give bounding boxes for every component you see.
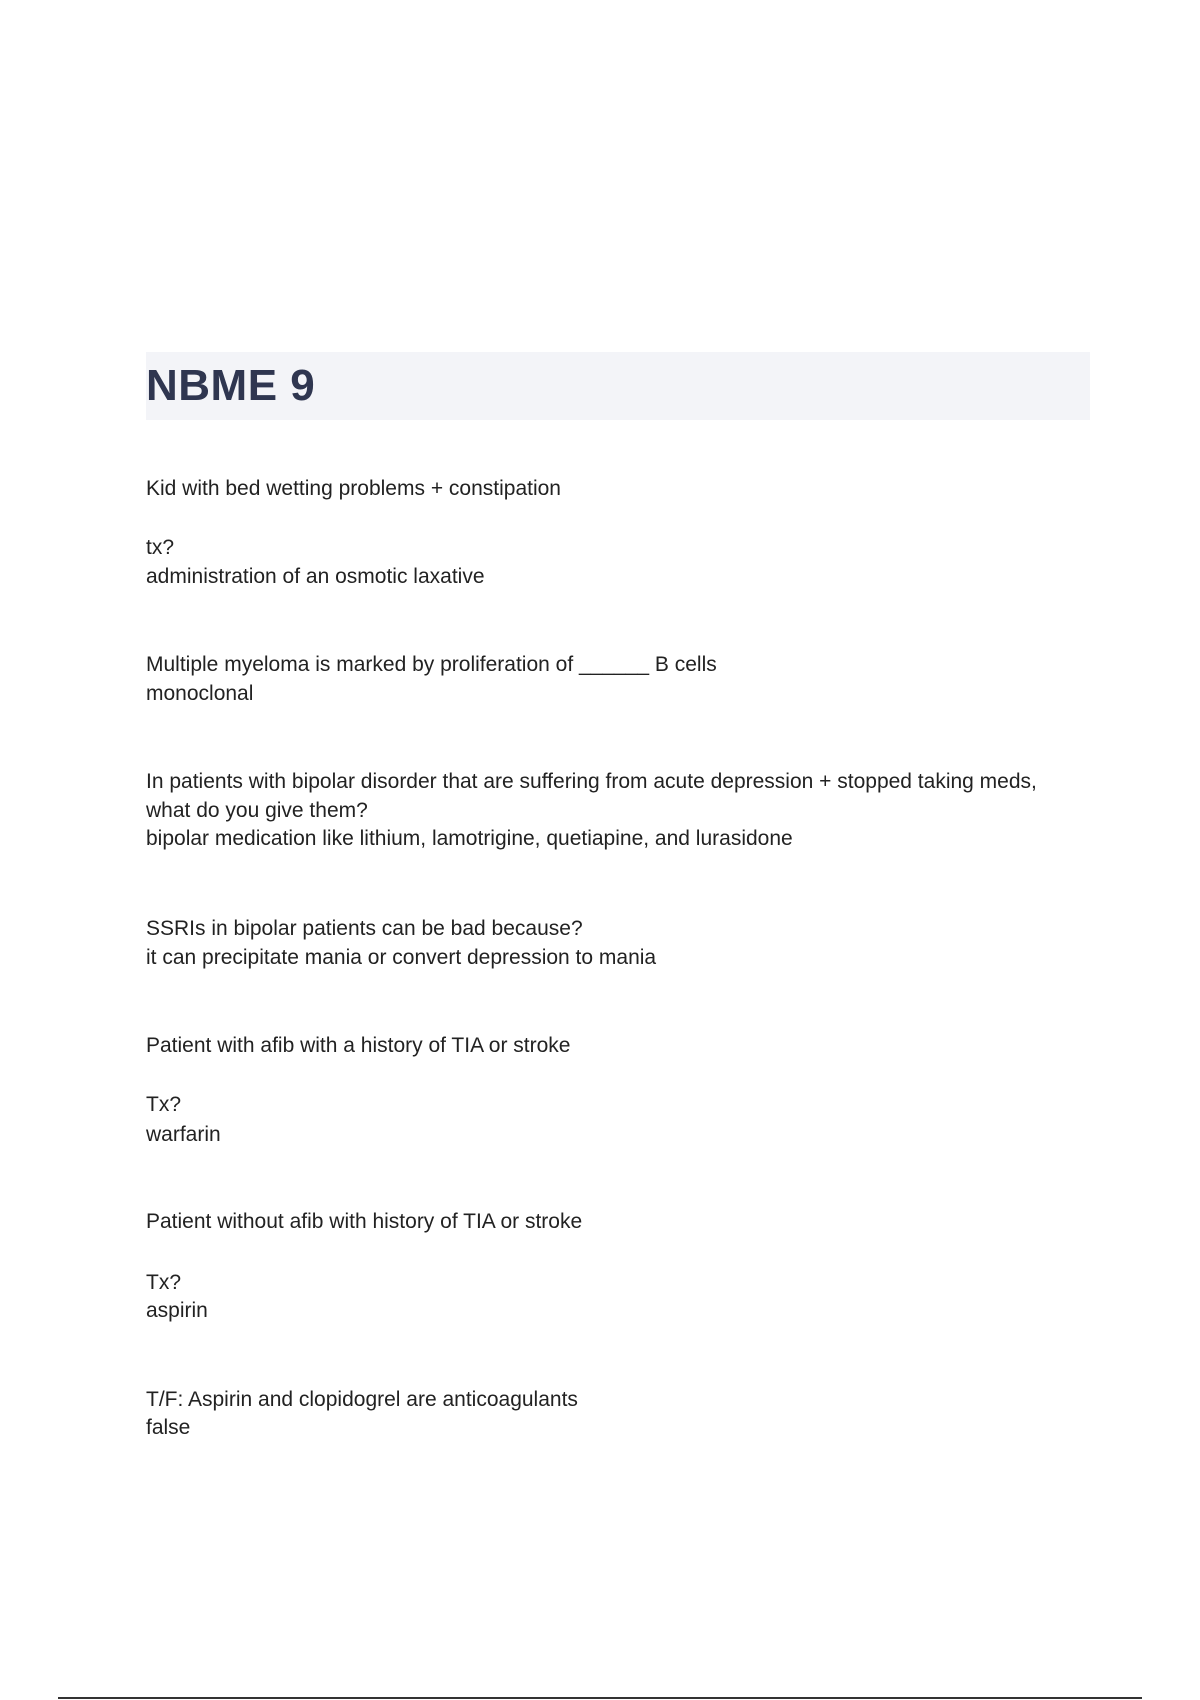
page-title: NBME 9 [146, 361, 316, 410]
card-7-answer: false [146, 1416, 191, 1439]
card-4-answer: it can precipitate mania or convert depression to mania [146, 946, 657, 969]
card-3-question-cont: what do you give them? [146, 799, 368, 822]
card-3-answer: bipolar medication like lithium, lamotrigine, quetiapine, and lurasidone [146, 827, 793, 850]
card-1-question-tx: tx? [146, 536, 175, 559]
card-5-question-tx: Tx? [146, 1093, 182, 1116]
card-6-question: Patient without afib with history of TIA or stroke [146, 1210, 583, 1233]
card-1-question: Kid with bed wetting problems + constipation [146, 477, 561, 500]
card-6-answer: aspirin [146, 1299, 208, 1322]
card-2-answer: monoclonal [146, 682, 254, 705]
card-7-question: T/F: Aspirin and clopidogrel are anticoagulants [146, 1388, 578, 1411]
card-1-answer: administration of an osmotic laxative [146, 565, 485, 588]
card-3-question: In patients with bipolar disorder that are suffering from acute depression + stopped taking meds, [146, 770, 1037, 793]
footer-rule [58, 1697, 1142, 1699]
card-4-question: SSRIs in bipolar patients can be bad because? [146, 917, 583, 940]
card-5-answer: warfarin [146, 1123, 221, 1146]
card-2-question: Multiple myeloma is marked by proliferation of ______ B cells [146, 653, 717, 676]
card-5-question: Patient with afib with a history of TIA or stroke [146, 1034, 571, 1057]
card-6-question-tx: Tx? [146, 1271, 182, 1294]
